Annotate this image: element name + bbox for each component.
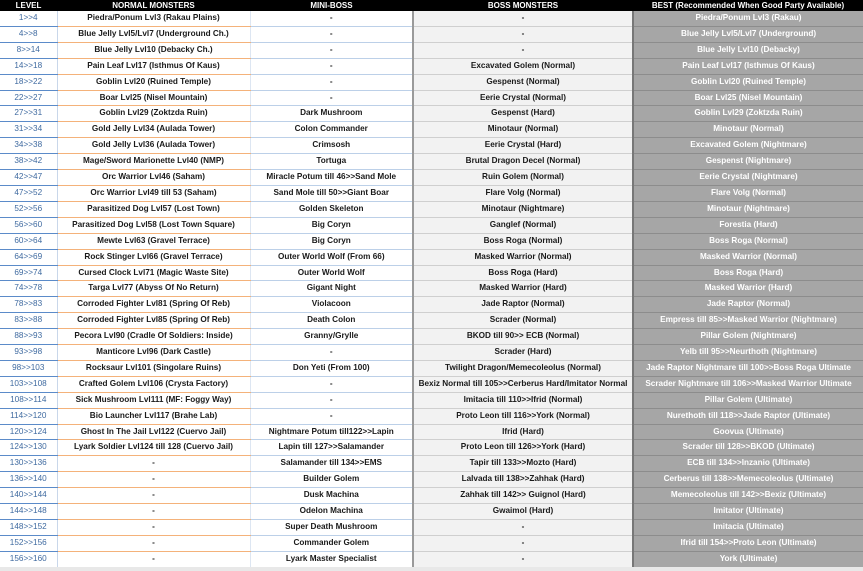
level-cell: 22>>27 — [0, 90, 57, 106]
best-cell: Flare Volg (Normal) — [633, 185, 863, 201]
table-row — [0, 249, 863, 265]
table-row — [0, 535, 863, 551]
table-row — [0, 456, 863, 472]
best-cell: Imitator (Ultimate) — [633, 504, 863, 520]
mini-boss-cell: Outer World Wolf — [250, 265, 413, 281]
best-cell: Pillar Golem (Nightmare) — [633, 329, 863, 345]
header-level: LEVEL — [0, 0, 57, 11]
boss-monster-cell: Ifrid (Hard) — [413, 424, 633, 440]
normal-monster-cell: Boar Lvl25 (Nisel Mountain) — [57, 90, 250, 106]
boss-monster-cell: Lalvada till 138>>Zahhak (Hard) — [413, 472, 633, 488]
normal-monster-cell: - — [57, 535, 250, 551]
normal-monster-cell: Pecora Lvl90 (Cradle Of Soldiers: Inside) — [57, 329, 250, 345]
boss-monster-cell: Masked Warrior (Hard) — [413, 281, 633, 297]
level-cell: 148>>152 — [0, 520, 57, 536]
level-cell: 78>>83 — [0, 297, 57, 313]
boss-monster-cell: - — [413, 551, 633, 567]
table-row — [0, 11, 863, 26]
best-cell: Boss Roga (Normal) — [633, 233, 863, 249]
mini-boss-cell: Builder Golem — [250, 472, 413, 488]
normal-monster-cell: - — [57, 456, 250, 472]
table-row — [0, 26, 863, 42]
table-row — [0, 329, 863, 345]
best-cell: Nurethoth till 118>>Jade Raptor (Ultimate) — [633, 408, 863, 424]
level-cell: 47>>52 — [0, 185, 57, 201]
best-cell: Goblin Lvl29 (Zoktzda Ruin) — [633, 106, 863, 122]
boss-monster-cell: BKOD till 90>> ECB (Normal) — [413, 329, 633, 345]
mini-boss-cell: Nightmare Potum till122>>Lapin — [250, 424, 413, 440]
mini-boss-cell: Colon Commander — [250, 122, 413, 138]
best-cell: Imitacia (Ultimate) — [633, 520, 863, 536]
table-row — [0, 138, 863, 154]
header-mini-boss: MINI-BOSS — [250, 0, 413, 11]
best-cell: Masked Warrior (Hard) — [633, 281, 863, 297]
normal-monster-cell: Mage/Sword Marionette Lvl40 (NMP) — [57, 154, 250, 170]
mini-boss-cell: - — [250, 90, 413, 106]
normal-monster-cell: Orc Warrior Lvl49 till 53 (Saham) — [57, 185, 250, 201]
best-cell: Empress till 85>>Masked Warrior (Nightmare) — [633, 313, 863, 329]
level-cell: 144>>148 — [0, 504, 57, 520]
mini-boss-cell: Lapin till 127>>Salamander — [250, 440, 413, 456]
boss-monster-cell: Eerie Crystal (Hard) — [413, 138, 633, 154]
boss-monster-cell: - — [413, 42, 633, 58]
normal-monster-cell: Mewte Lvl63 (Gravel Terrace) — [57, 233, 250, 249]
best-cell: Blue Jelly Lvl5/Lvl7 (Underground) — [633, 26, 863, 42]
boss-monster-cell: Brutal Dragon Decel (Normal) — [413, 154, 633, 170]
table-row — [0, 281, 863, 297]
boss-monster-cell: - — [413, 26, 633, 42]
best-cell: Pillar Golem (Ultimate) — [633, 392, 863, 408]
level-cell: 52>>56 — [0, 201, 57, 217]
best-cell: Jade Raptor Nightmare till 100>>Boss Roga Ultimate — [633, 360, 863, 376]
table-row — [0, 106, 863, 122]
normal-monster-cell: Pain Leaf Lvl17 (Isthmus Of Kaus) — [57, 58, 250, 74]
boss-monster-cell: Proto Leon till 116>>York (Normal) — [413, 408, 633, 424]
mini-boss-cell: Odelon Machina — [250, 504, 413, 520]
mini-boss-cell: - — [250, 58, 413, 74]
boss-monster-cell: Eerie Crystal (Normal) — [413, 90, 633, 106]
table-row — [0, 58, 863, 74]
level-cell: 56>>60 — [0, 217, 57, 233]
table-row — [0, 170, 863, 186]
boss-monster-cell: Minotaur (Nightmare) — [413, 201, 633, 217]
level-cell: 18>>22 — [0, 74, 57, 90]
table-row — [0, 551, 863, 567]
mini-boss-cell: - — [250, 392, 413, 408]
boss-monster-cell: Minotaur (Normal) — [413, 122, 633, 138]
boss-monster-cell: Scrader (Normal) — [413, 313, 633, 329]
normal-monster-cell: - — [57, 551, 250, 567]
best-cell: Pain Leaf Lvl17 (Isthmus Of Kaus) — [633, 58, 863, 74]
boss-monster-cell: Ganglef (Normal) — [413, 217, 633, 233]
table-row — [0, 488, 863, 504]
normal-monster-cell: - — [57, 488, 250, 504]
mini-boss-cell: Sand Mole till 50>>Giant Boar — [250, 185, 413, 201]
table-body — [0, 11, 863, 567]
boss-monster-cell: Boss Roga (Hard) — [413, 265, 633, 281]
mini-boss-cell: Crimsosh — [250, 138, 413, 154]
boss-monster-cell: Jade Raptor (Normal) — [413, 297, 633, 313]
normal-monster-cell: Rocksaur Lvl101 (Singolare Ruins) — [57, 360, 250, 376]
best-cell: Boss Roga (Hard) — [633, 265, 863, 281]
table-row — [0, 265, 863, 281]
best-cell: Minotaur (Nightmare) — [633, 201, 863, 217]
normal-monster-cell: Rock Stinger Lvl66 (Gravel Terrace) — [57, 249, 250, 265]
mini-boss-cell: Gigant Night — [250, 281, 413, 297]
boss-monster-cell: Zahhak till 142>> Guignol (Hard) — [413, 488, 633, 504]
mini-boss-cell: - — [250, 74, 413, 90]
level-cell: 103>>108 — [0, 376, 57, 392]
table-row — [0, 74, 863, 90]
level-cell: 88>>93 — [0, 329, 57, 345]
level-cell: 156>>160 — [0, 551, 57, 567]
mini-boss-cell: Golden Skeleton — [250, 201, 413, 217]
boss-monster-cell: Gespenst (Hard) — [413, 106, 633, 122]
table-row — [0, 233, 863, 249]
level-cell: 124>>130 — [0, 440, 57, 456]
mini-boss-cell: Violacoon — [250, 297, 413, 313]
level-cell: 31>>34 — [0, 122, 57, 138]
normal-monster-cell: Cursed Clock Lvl71 (Magic Waste Site) — [57, 265, 250, 281]
best-cell: Boar Lvl25 (Nisel Mountain) — [633, 90, 863, 106]
normal-monster-cell: - — [57, 520, 250, 536]
mini-boss-cell: Super Death Mushroom — [250, 520, 413, 536]
level-cell: 108>>114 — [0, 392, 57, 408]
boss-monster-cell: Gwaimol (Hard) — [413, 504, 633, 520]
table-row — [0, 217, 863, 233]
normal-monster-cell: Lyark Soldier Lvl124 till 128 (Cuervo Jail) — [57, 440, 250, 456]
normal-monster-cell: Sick Mushroom Lvl111 (MF: Foggy Way) — [57, 392, 250, 408]
level-cell: 14>>18 — [0, 58, 57, 74]
boss-monster-cell: Ruin Golem (Normal) — [413, 170, 633, 186]
normal-monster-cell: Gold Jelly Lvl36 (Aulada Tower) — [57, 138, 250, 154]
table-row — [0, 185, 863, 201]
normal-monster-cell: Goblin Lvl20 (Ruined Temple) — [57, 74, 250, 90]
level-cell: 98>>103 — [0, 360, 57, 376]
mini-boss-cell: - — [250, 42, 413, 58]
mini-boss-cell: Death Colon — [250, 313, 413, 329]
best-cell: Memecoleolus till 142>>Bexiz (Ultimate) — [633, 488, 863, 504]
header-boss-monsters: BOSS MONSTERS — [413, 0, 633, 11]
header-row — [0, 0, 863, 11]
normal-monster-cell: Manticore Lvl96 (Dark Castle) — [57, 345, 250, 361]
level-cell: 27>>31 — [0, 106, 57, 122]
mini-boss-cell: Big Coryn — [250, 233, 413, 249]
level-cell: 93>>98 — [0, 345, 57, 361]
table-row — [0, 504, 863, 520]
best-cell: Gespenst (Nightmare) — [633, 154, 863, 170]
normal-monster-cell: - — [57, 472, 250, 488]
normal-monster-cell: Ghost In The Jail Lvl122 (Cuervo Jail) — [57, 424, 250, 440]
table-row — [0, 297, 863, 313]
normal-monster-cell: Orc Warrior Lvl46 (Saham) — [57, 170, 250, 186]
normal-monster-cell: Corroded Fighter Lvl81 (Spring Of Reb) — [57, 297, 250, 313]
mini-boss-cell: Big Coryn — [250, 217, 413, 233]
level-cell: 8>>14 — [0, 42, 57, 58]
best-cell: Eerie Crystal (Nightmare) — [633, 170, 863, 186]
mini-boss-cell: Outer World Wolf (From 66) — [250, 249, 413, 265]
boss-monster-cell: Masked Warrior (Normal) — [413, 249, 633, 265]
table-row — [0, 154, 863, 170]
level-cell: 64>>69 — [0, 249, 57, 265]
table-row — [0, 201, 863, 217]
mini-boss-cell: - — [250, 345, 413, 361]
table-row — [0, 122, 863, 138]
header-best: BEST (Recommended When Good Party Available) — [633, 0, 863, 11]
normal-monster-cell: Corroded Fighter Lvl85 (Spring Of Reb) — [57, 313, 250, 329]
boss-monster-cell: Bexiz Normal till 105>>Cerberus Hard/Imitator Normal — [413, 376, 633, 392]
table-row — [0, 472, 863, 488]
normal-monster-cell: Crafted Golem Lvl106 (Crysta Factory) — [57, 376, 250, 392]
mini-boss-cell: Miracle Potum till 46>>Sand Mole — [250, 170, 413, 186]
boss-monster-cell: Flare Volg (Normal) — [413, 185, 633, 201]
level-cell: 1>>4 — [0, 11, 57, 26]
best-cell: Ifrid till 154>>Proto Leon (Ultimate) — [633, 535, 863, 551]
level-cell: 69>>74 — [0, 265, 57, 281]
best-cell: Goovua (Ultimate) — [633, 424, 863, 440]
mini-boss-cell: - — [250, 26, 413, 42]
normal-monster-cell: Piedra/Ponum Lvl3 (Rakau Plains) — [57, 11, 250, 26]
best-cell: Excavated Golem (Nightmare) — [633, 138, 863, 154]
boss-monster-cell: Boss Roga (Normal) — [413, 233, 633, 249]
table-row — [0, 408, 863, 424]
best-cell: ECB till 134>>Inzanio (Ultimate) — [633, 456, 863, 472]
normal-monster-cell: Gold Jelly Lvl34 (Aulada Tower) — [57, 122, 250, 138]
level-cell: 60>>64 — [0, 233, 57, 249]
mini-boss-cell: Don Yeti (From 100) — [250, 360, 413, 376]
boss-monster-cell: Excavated Golem (Normal) — [413, 58, 633, 74]
normal-monster-cell: Blue Jelly Lvl5/Lvl7 (Underground Ch.) — [57, 26, 250, 42]
table-row — [0, 313, 863, 329]
level-cell: 120>>124 — [0, 424, 57, 440]
mini-boss-cell: - — [250, 376, 413, 392]
mini-boss-cell: - — [250, 11, 413, 26]
level-cell: 34>>38 — [0, 138, 57, 154]
best-cell: Scrader Nightmare till 106>>Masked Warrior Ultimate — [633, 376, 863, 392]
best-cell: Blue Jelly Lvl10 (Debacky) — [633, 42, 863, 58]
mini-boss-cell: Dark Mushroom — [250, 106, 413, 122]
level-cell: 114>>120 — [0, 408, 57, 424]
mini-boss-cell: Commander Golem — [250, 535, 413, 551]
level-cell: 136>>140 — [0, 472, 57, 488]
best-cell: Goblin Lvl20 (Ruined Temple) — [633, 74, 863, 90]
table-row — [0, 424, 863, 440]
best-cell: Cerberus till 138>>Memecoleolus (Ultimate) — [633, 472, 863, 488]
level-cell: 42>>47 — [0, 170, 57, 186]
level-cell: 38>>42 — [0, 154, 57, 170]
boss-monster-cell: Proto Leon till 126>>York (Hard) — [413, 440, 633, 456]
normal-monster-cell: Targa Lvl77 (Abyss Of No Return) — [57, 281, 250, 297]
best-cell: Piedra/Ponum Lvl3 (Rakau) — [633, 11, 863, 26]
best-cell: Minotaur (Normal) — [633, 122, 863, 138]
level-cell: 152>>156 — [0, 535, 57, 551]
mini-boss-cell: Salamander till 134>>EMS — [250, 456, 413, 472]
level-cell: 74>>78 — [0, 281, 57, 297]
boss-monster-cell: - — [413, 520, 633, 536]
level-cell: 83>>88 — [0, 313, 57, 329]
best-cell: York (Ultimate) — [633, 551, 863, 567]
clipped-footer-text — [0, 567, 863, 571]
boss-monster-cell: Twilight Dragon/Memecoleolus (Normal) — [413, 360, 633, 376]
table-row — [0, 360, 863, 376]
table-row — [0, 376, 863, 392]
level-cell: 140>>144 — [0, 488, 57, 504]
boss-monster-cell: Scrader (Hard) — [413, 345, 633, 361]
best-cell: Masked Warrior (Normal) — [633, 249, 863, 265]
normal-monster-cell: Parasitized Dog Lvl57 (Lost Town) — [57, 201, 250, 217]
normal-monster-cell: Blue Jelly Lvl10 (Debacky Ch.) — [57, 42, 250, 58]
mini-boss-cell: Tortuga — [250, 154, 413, 170]
best-cell: Jade Raptor (Normal) — [633, 297, 863, 313]
best-cell: Yelb till 95>>Neurthoth (Nightmare) — [633, 345, 863, 361]
level-cell: 4>>8 — [0, 26, 57, 42]
mini-boss-cell: Dusk Machina — [250, 488, 413, 504]
boss-monster-cell: Tapir till 133>>Mozto (Hard) — [413, 456, 633, 472]
best-cell: Scrader till 128>>BKOD (Ultimate) — [633, 440, 863, 456]
boss-monster-cell: - — [413, 11, 633, 26]
best-cell: Forestia (Hard) — [633, 217, 863, 233]
boss-monster-cell: Imitacia till 110>>Ifrid (Normal) — [413, 392, 633, 408]
mini-boss-cell: - — [250, 408, 413, 424]
level-cell: 130>>136 — [0, 456, 57, 472]
header-normal-monsters: NORMAL MONSTERS — [57, 0, 250, 11]
table-row — [0, 42, 863, 58]
mini-boss-cell: Granny/Grylle — [250, 329, 413, 345]
table-row — [0, 392, 863, 408]
table-row — [0, 440, 863, 456]
normal-monster-cell: Parasitized Dog Lvl58 (Lost Town Square) — [57, 217, 250, 233]
table-row — [0, 520, 863, 536]
boss-monster-cell: Gespenst (Normal) — [413, 74, 633, 90]
normal-monster-cell: Bio Launcher Lvl117 (Brahe Lab) — [57, 408, 250, 424]
table-row — [0, 345, 863, 361]
normal-monster-cell: - — [57, 504, 250, 520]
normal-monster-cell: Goblin Lvl29 (Zoktzda Ruin) — [57, 106, 250, 122]
mini-boss-cell: Lyark Master Specialist — [250, 551, 413, 567]
table-row — [0, 90, 863, 106]
boss-monster-cell: - — [413, 535, 633, 551]
